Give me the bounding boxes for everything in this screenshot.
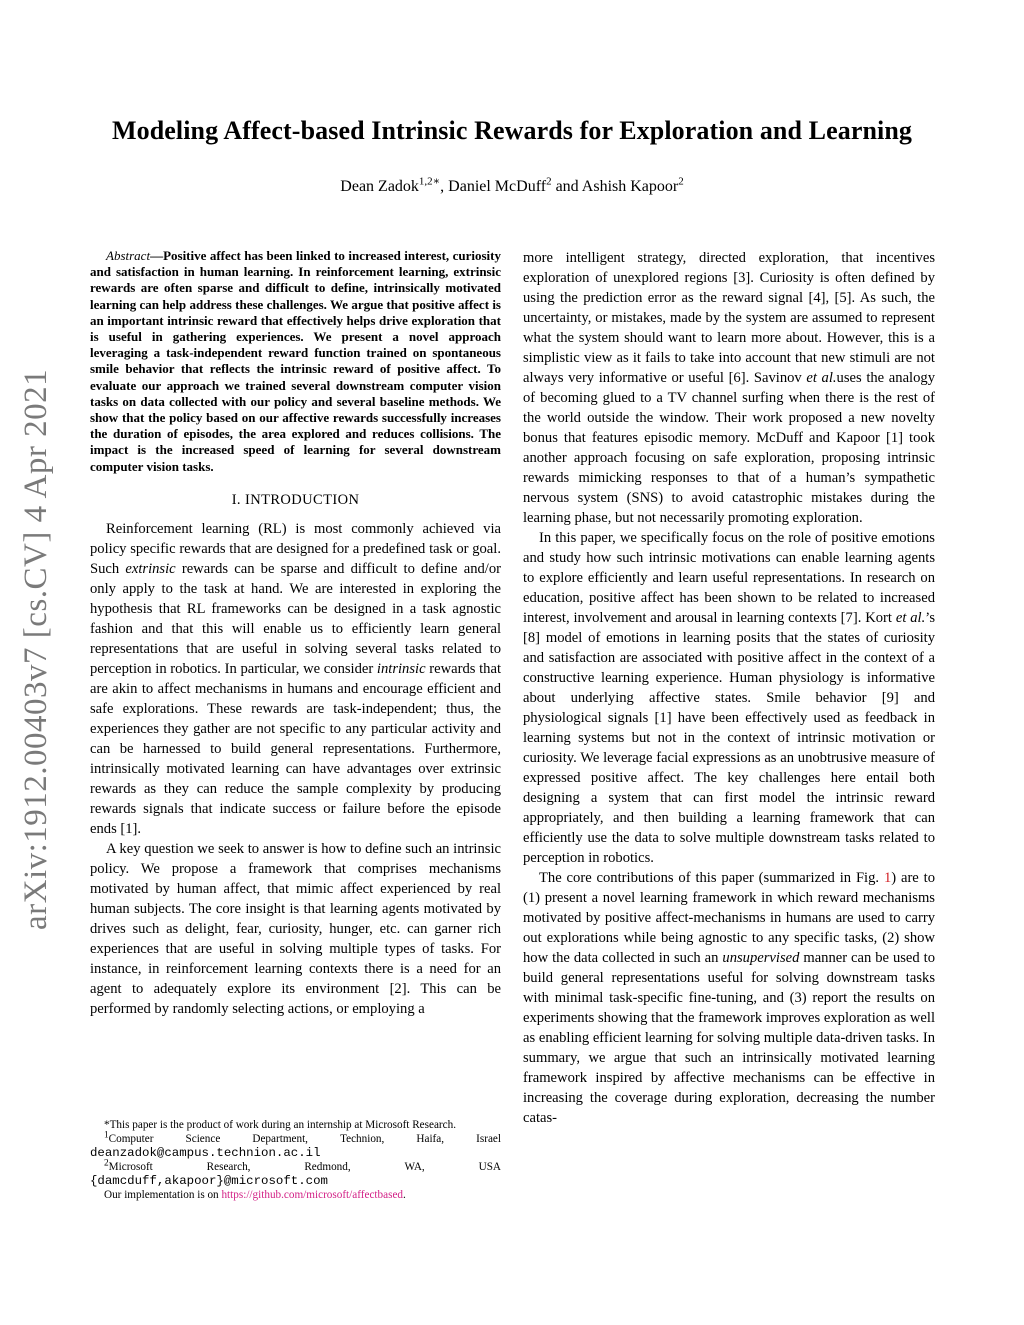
intro-paragraph-2: A key question we seek to answer is how to define such an intrinsic policy. We propose a framework that comprises mechanisms motivated by human affect, that mimic affect experienced by real human subjects. The core insight is that learning agents motivated by drives such as delight, fear, curiosity, hunger, etc. can garner rich experiences that are useful in solving multiple types of tasks. For instance, in reinforcement learning contexts there is a need for an agent to adequately explore its environment [2]. This can be performed by randomly selecting actions, or employing a (90, 840, 501, 1017)
text-run: manner can be used to build general representations useful for solving downstream tasks with minimal task-specific fine-tuning, and (3) report the results on experiments showing that the framework improves exploration as well as enabling efficient learning for solving multiple data-driven tasks. In summary, we argue that such an intrinsically motivated learning framework inspired by affective mechanisms can be effective in increasing the coverage during exploration, decreasing the number catas- (523, 950, 935, 1126)
affiliation-part: Department, (252, 1133, 308, 1145)
intro-paragraph-1 (90, 519, 501, 839)
affiliation-part: Science (185, 1133, 221, 1145)
section-heading-introduction: I. INTRODUCTION (231, 491, 360, 508)
text-run: rewards that are akin to affect mechanisms in humans and encourage efficient and safe explorations. These rewards are task-independent; thus, the experiences they gather are not specific to any particular activity and can be harnessed to build general representations. Furthermore, intrinsically motivated learning can have advantages over extrinsic rewards as they can reduce the sample complexity by producing rewards signals that indicate success or failure before the episode ends [1]. (90, 660, 502, 837)
right-column (523, 248, 935, 1128)
text-run: ) are to (1) present a novel learning framework in which reward mechanisms motivated by positive affect-mechanisms in humans are used to carry out explorations while being agnostic to any specific tasks, (2) show how the data collected in such an (523, 870, 935, 966)
author-affiliation: 1,2∗ (418, 175, 441, 188)
text-run: In this paper, we specifically focus on the role of positive emotions and study how such intrinsic motivations can enable learning agents to explore efficiently and learn useful representations. In research on education, positive affect has been shown to be related to increased interest, involvement and arousal in learning contexts [7]. Kort (523, 530, 935, 626)
footnote-internship: *This paper is the product of work during an internship at Microsoft Research. (104, 1119, 457, 1131)
footnote-affiliation-2 (90, 1160, 501, 1174)
abstract-dash: — (150, 248, 164, 263)
affiliation-part: Computer (108, 1133, 154, 1145)
intro-paragraph-4 (523, 868, 935, 1128)
left-column (90, 248, 501, 1019)
author-affiliation: 2 (546, 175, 552, 188)
emphasis: unsupervised (722, 950, 800, 966)
emphasis: et al. (895, 610, 926, 626)
arxiv-stamp: arXiv:1912.00403v7 [cs.CV] 4 Apr 2021 (18, 368, 54, 930)
text-run: Reinforcement learning (RL) is most commonly achieved via policy specific rewards that are designed for a predefined task or goal. Such (90, 520, 501, 577)
emphasis: intrinsic (376, 660, 426, 677)
footnote-implementation (90, 1188, 501, 1202)
footnote-marker: 2 (104, 1158, 109, 1169)
text-run: ’s [8] model of emotions in learning posits that the states of curiosity and satisfaction are associated with positive affect in the context of a constructive learning experience. Human physiology is informative about underlying affective states. Smile behavior [9] and physiological signals [1] have been effectively used as feedback in learning systems but not in the context of intrinsic motivation or curiosity. We leverage facial expressions as an unobtrusive measure of expressed positive affect. The key challenges here entail both designing a system that can first model the intrinsic reward appropriately, and then building a learning framework that can efficiently use the data to solve multiple downstream tasks related to perception in robotics. (523, 610, 935, 866)
implementation-link[interactable]: https://github.com/microsoft/affectbased (221, 1189, 404, 1201)
author-name: Daniel McDuff (448, 178, 547, 195)
intro-paragraph-3 (523, 528, 935, 868)
author-list (0, 175, 1024, 196)
author-name: Ashish Kapoor (581, 178, 679, 195)
affiliation-part: Research, (206, 1161, 251, 1173)
text-run: uses the analogy of becoming glued to a TV channel surfing when there is the rest of the world outside the window. Their work proposed a new novelty bonus that features episodic memory. McDuff and Kapoor [1] took another approach focusing on safe exploration, proposing intrinsic rewards mimicking responses to that of a human’s sympathetic nervous system (SNS) to avoid catastrophic mistakes during the learning phase, but not necessarily promoting exploration. (523, 370, 935, 526)
emphasis: extrinsic (125, 560, 176, 577)
author-name: Dean Zadok (340, 178, 419, 195)
footnotes (90, 1118, 501, 1202)
affiliation-part: Redmond, (304, 1161, 351, 1173)
text-run: more intelligent strategy, directed exploration, that incentives exploration of unexplored regions [3]. Curiosity is often defined by using the prediction error as the reward signal [4], [5]. As such, the uncertainty, or mistakes, made by the system are assumed to represent what the system should want to learn more about. However, this is a simplistic view as it fails to take into account that new stimuli are not always very informative or useful [6]. Savinov (523, 250, 935, 386)
abstract-text: Positive affect has been linked to increased interest, curiosity and satisfaction in human learning. In reinforcement learning, extrinsic rewards are often sparse and difficult to define, intrinsically motivated learning can help address these challenges. We argue that positive affect is an important intrinsic reward that effectively helps drive exploration that is useful in gathering experiences. We present a novel approach leveraging a task-independent reward function trained on spontaneous smile behavior that reflects the intrinsic reward of positive affect. To evaluate our approach we trained several downstream computer vision tasks on data collected with our policy and several baseline methods. We show that the policy based on our affective rewards successfully increases the duration of episodes, the area explored and reduces collisions. The impact is the increased speed of learning for several downstream computer vision tasks. (90, 248, 501, 474)
text-run: rewards can be sparse and difficult to define and/or only apply to the task at hand. We are interested in exploring the hypothesis that RL frameworks can be designed in a task agnostic fashion and that this will enable us to efficiently learn general representations that are useful in solving several tasks related to perception in robotics. In particular, we consider (90, 560, 501, 677)
text-run: Our implementation is on (104, 1189, 222, 1201)
affiliation-part: WA, (404, 1161, 425, 1173)
intro-paragraph-2-continued (523, 248, 935, 528)
author-affiliation: 2 (678, 175, 684, 188)
emphasis: et al. (806, 370, 837, 386)
affiliation-part: USA (478, 1161, 501, 1173)
email-1[interactable]: deanzadok@campus.technion.ac.il (90, 1146, 321, 1160)
abstract-label: Abstract (106, 248, 151, 263)
paper-title: Modeling Affect-based Intrinsic Rewards for Exploration and Learning (111, 116, 913, 145)
affiliation-part: Technion, (340, 1133, 385, 1145)
footnote-affiliation-1 (90, 1132, 501, 1146)
figure-reference-link[interactable]: 1 (883, 870, 892, 886)
footnote-marker: 1 (104, 1130, 109, 1141)
text-run: The core contributions of this paper (summarized in Fig. (539, 870, 884, 886)
text-run: . (403, 1189, 406, 1201)
author-separator: , (440, 178, 449, 195)
affiliation-part: Haifa, (416, 1133, 445, 1145)
email-2[interactable]: {damcduff,akapoor}@microsoft.com (90, 1174, 328, 1188)
abstract (90, 248, 501, 475)
affiliation-part: Microsoft (108, 1161, 153, 1173)
author-separator: and (551, 178, 582, 195)
affiliation-part: Israel (476, 1133, 501, 1145)
